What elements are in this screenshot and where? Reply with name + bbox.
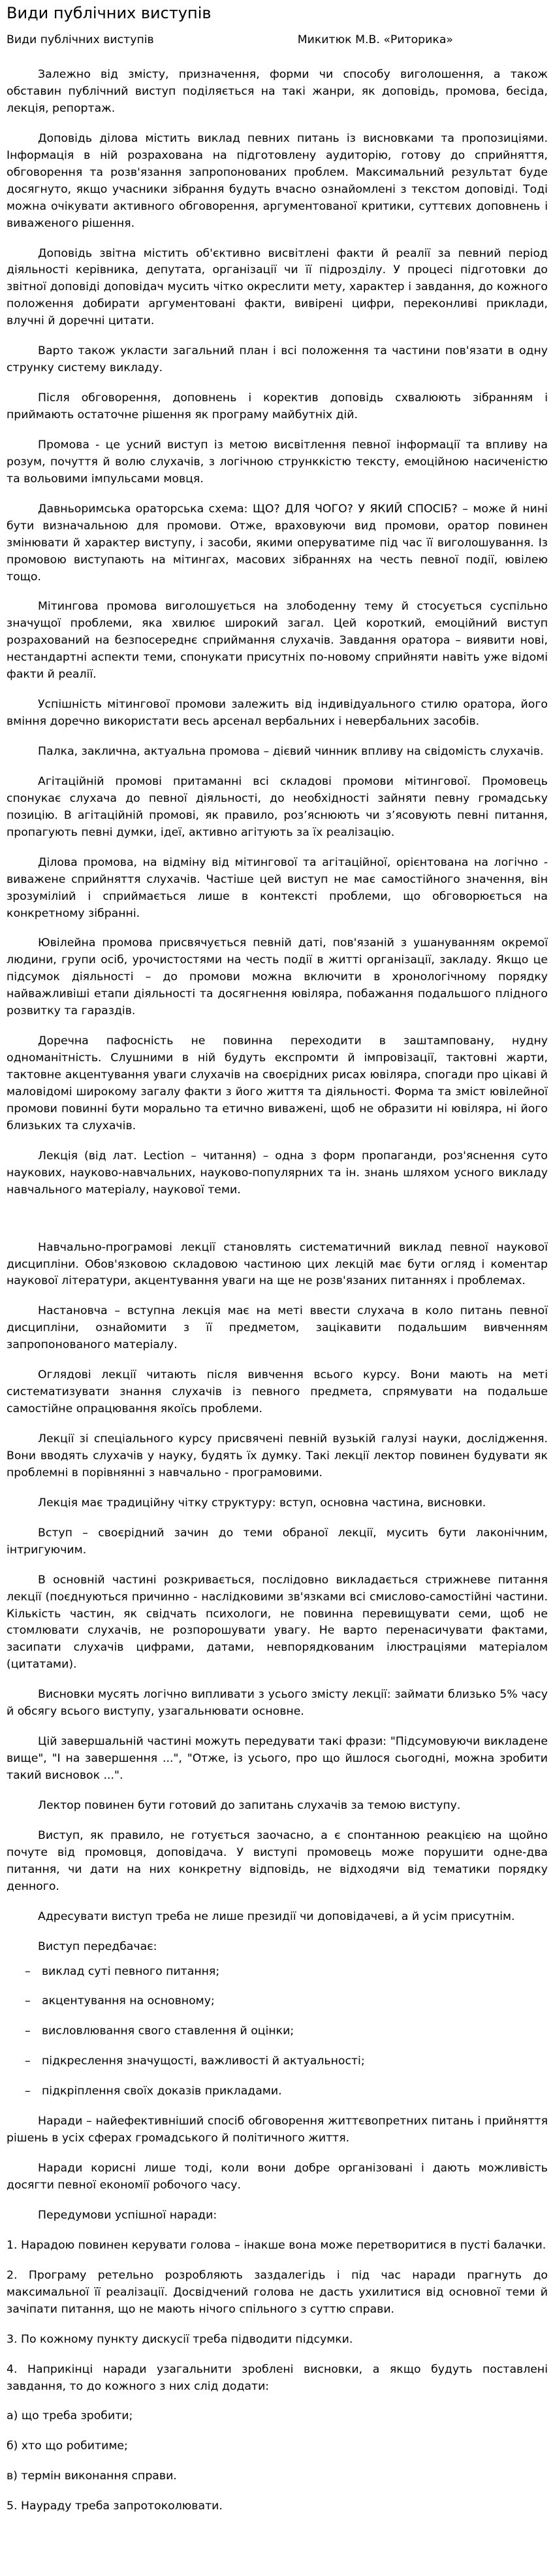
list-item: – підкріплення своїх доказів прикладами. [25, 2083, 548, 2100]
paragraph-status-report: Доповідь звітна містить об'єктивно висвітлені факти й реалії за певний період діяльності керівника, депутата, організації чи її підрозділу. У процесі підготовки до звітної доповіді доповідач мусить чітко окреслити мету, характер і завдання, до кожного положення добирати аргументовані факти, вивірені цифри, переконливі приклади, влучні й доречні цитати. [7, 246, 548, 328]
paragraph-special-course-lectures: Лекції зі спеціального курсу присвячені певній вузькій галузі науки, дослідження. Вони вводять слухачів у науку, будять їх думку. Такі лекції лектор повинен будувати як проблемні в порівнянні з навчально - програмовими. [7, 1432, 548, 1479]
paragraph-meetings: Наради – найефективніший спосіб обговорення життєвопретних питань і прийняття рішень в усіх сферах громадського й політичного життя. [7, 2115, 548, 2145]
sub-item-a: а) що треба зробити; [7, 2409, 133, 2423]
list-item: – акцентування на основному; [25, 1993, 548, 2010]
paragraph-lecturer-questions: Лектор повинен бути готовий до запитань слухачів за темою виступу. [38, 1798, 461, 1812]
paragraph-speech-includes: Виступ передбачає: [38, 1940, 157, 1953]
numbered-item-3: 3. По кожному пункту дискусії треба підводити підсумки. [7, 2332, 353, 2346]
paragraph-business-report: Доповідь ділова містить виклад певних питань із висновками та пропозиціями. Інформація в ній розрахована на підготовлену аудиторію, готову до сприйняття, обговорення та розв'язання запропонованих проблем. Максимальний результат буде досягнуто, якщо учасники зібрання будуть вчасно ознайомлені з текстом доповіді. Тоді можна очікувати активного обговорення, аргументованої критики, суттєвих доповнень і виваженого рішення. [7, 131, 548, 230]
paragraph-audience: Адресувати виступ треба не лише президії чи доповідачеві, а й усім присутнім. [38, 1909, 515, 1923]
sub-item-c: в) термін виконання справи. [7, 2469, 177, 2483]
numbered-item-2: 2. Програму ретельно розробляють заздалегідь і під час наради прагнуть до максимальної її реалізації. Досвідчений голова не дасть ухилитися від основної теми й зачіпати питання, що не мають нічого спільного з суттю справи. [7, 2268, 548, 2316]
paragraph-conclusions: Висновки мусять логічно випливати з усього змісту лекції: займати близько 5% часу й обсягу всього виступу, узагальнювати основне. [7, 1688, 548, 1719]
numbered-item-5: 5. Наураду треба запротоколювати. [7, 2500, 223, 2513]
paragraph-meetings-useful: Наради корисні лише тоді, коли вони добре організовані і дають можливість досягти певної економії робочого часу. [7, 2162, 548, 2192]
paragraph-intro: Залежно від змісту, призначення, форми чи способу виголошення, а також обставин публічний виступ поділяється на такі жанри, як доповідь, промова, бесіда, лекція, репортаж. [7, 68, 548, 115]
paragraph-closing-phrases: Цій завершальній частині можуть передувати такі фрази: "Підсумовуючи викладене вище", "І на завершення ...", "Отже, із усього, про що йшлося сьогодні, можна зробити такий висновок ...". [7, 1735, 548, 1783]
paragraph-business-speech: Ділова промова, на відміну від мітингової та агітаційної, орієнтована на логічно - виважене сприйняття слухачів. Частіше цей виступ не має самостійного значення, він зрозуміліий і сприймається лише в контексті проблеми, що обговорюється на конкретному зібранні. [7, 855, 548, 920]
paragraph-meeting-prerequisites: Передумови успішної наради: [38, 2208, 217, 2222]
paragraph-introductory-lecture: Настанoвча – вступна лекція має на меті ввести слухача в коло питань певної дисципліни, ознайомити з її предметом, зацікавити подальшим вивченням запропонованого матеріалу. [7, 1304, 548, 1352]
speech-elements-list [7, 1964, 548, 2101]
paragraph-short-speech: Виступ, як правило, не готується заочaсно, а є спонтанною реакцією на щойно почуте від промовця, доповідача. У виступі промовець може порушити одне-два питання, чи дати на них конкретну відповідь, не відходячи від тематики порядку денного. [7, 1828, 548, 1893]
paragraph-pathos: Доречна пафосність не повинна переходити в заштампованy, нудну одноманітність. Слушними в ній будуть експромти й імпровізації, тактовні жарти, тактовне акцентування уваги слухачів на своєрідних рисах ювіляра, спогади про цікаві й маловідомі широкому загалу факти з його життя та діяльності. Форма та зміст ювілейної промови повинні бути морально та етично виважені, щоб не образити ні ювіляра, ні його близьких та слухачів. [7, 1034, 548, 1132]
list-item: – виклад суті певного питання; [25, 1964, 548, 1981]
paragraph-lecture-definition: Лекція (від лат. Lection – читання) – одна з форм пропаганди, роз'яснення суто наукових, науково-навчальних, науково-популярних та ін. знань шляхом усного викладу навчального матеріалу, наукової теми. [7, 1149, 548, 1197]
paragraph-report-plan: Варто також уклaсти загальний план і всі положення та частини пов'язати в одну струнку систему викладу. [7, 344, 548, 375]
paragraph-review-lectures: Оглядові лекції читають після вивчення всього курсу. Вони мають на меті систематизувати знання слухачів із певного предмета, спрямувати на подальше самостійне опрацювання якоїсь проблеми. [7, 1368, 548, 1416]
numbered-item-1: 1. Нарадою повинен керувати голова – інакше вона може перетворитися в пусті балачки. [7, 2238, 546, 2252]
paragraph-roman-scheme: Давньоримська ораторська схема: ЩО? ДЛЯ ЧОГО? У ЯКИЙ СПОСІБ? – може й нині бути визначальною для промови. Отже, враховуючи вид промови, оратор повинен змінювати й характер виступу, і засоби, якими оперуватиме під час її виголошування. Із промовою виступають на мітингах, масових зібраннях на честь певної події, ювілею тощо. [7, 502, 548, 584]
paragraph-fiery-speech: Палка, закличнa, актуальна промова – дієвий чинник впливу на свідомість слухачів. [38, 745, 544, 759]
numbered-item-4: 4. Наприкінці наради узагальнити зроблені висновки, а якщо будуть поставлені завдання, то до кожного з них слід додати: [7, 2362, 548, 2393]
paragraph-program-lectures: Навчально-програмові лекції становлять систематичний виклад певної наукової дисципліни. Обов'язковою складовою частиною цих лекцій має бути огляд і коментар наукової літератури, акцентування уваги на ще не розв'язаних питаннях і проблемах. [7, 1240, 548, 1288]
paragraph-speech-definition: Промова - це усний виступ із метою висвітлення певної інформації та впливу на розум, почуття й волю слухачів, з логічною струнккістю тексту, емоційною насиченістю та вольовими імпульсами мовця. [7, 438, 548, 486]
paragraph-jubilee-speech: Ювілейна промова присвячується певній даті, пов'язаній з ушануванням окремої людини, групи осіб, урочистостями на честь події в житті організації, закладу. Якщо це підсумок діяльності – до промови можна включити в хронологічному порядку найважливіші етапи діяльності та досягнення ювіляра, побажання подальшого плідного розвитку та гараздів. [7, 936, 548, 1018]
paragraph-agitation-speech: Агітаційній промові притаманні всі складові промови мітингової. Промовець спонукає слухача до певної діяльності, до необхідності зайняти певну громадську позицію. В агітаційній промові, як правило, розʼяснюють чи зʼясовують певні питання, пропагують певні думки, ідеї, активно агітують за їх реалізацію. [7, 774, 548, 839]
page-title: Види публічних виступів [7, 4, 212, 22]
paragraph-main-part: В основній частині розкривається, послідовно викладається стрижневе питання лекції (поєднуються причинно - наслідковими зв'язками всі смислово-самостійні частини. Кількість частин, як свідчать психологи, не повинна перевищувати семи, щоб не стомлювати слухачів, не розпорошувати увагу. Не варто перенасичувати фактами, засипати слухачів цифрами, датами, невпорядкованим ілюстраціями матеріалом (цитатами). [7, 1573, 548, 1672]
paragraph-introduction: Вступ – своєрідний зачин до теми обраної лекції, мусить бути лаконічним, інтригуючим. [7, 1526, 548, 1557]
subtitle-topic: Види публічних виступів [7, 33, 154, 46]
subtitle-row [7, 33, 548, 47]
sub-item-b: б) хто що робитиме; [7, 2439, 128, 2453]
paragraph-rally-success: Успішність мітингової промови залежить від індивідуального стилю оратора, його вміння доречно використати весь арсенал вербальних і невербальних засобів. [7, 698, 548, 729]
subtitle-source: Микитюк М.В. «Риторика» [297, 33, 453, 46]
paragraph-report-approval: Після обговорення, доповнень і коректив доповідь схвалюють зібранням і приймають остаточне рішення як програму майбутніх дій. [7, 391, 548, 422]
list-item: – підкреслення значущості, важливості й актуальності; [25, 2053, 548, 2070]
section-spacer [7, 1212, 548, 1240]
list-item: – висловлювання свого ставлення й оцінки; [25, 2023, 548, 2040]
paragraph-rally-speech: Мітингова промова виголошується на злободенну тему й стосується суспільно значущої проблеми, яка хвилює широкий загал. Цей короткий, емоційний виступ розрахований на безпосереднє сприймання слухачів. Завдання оратора – виявити нові, нестандартні аспекти теми, спонукати присутніх по-новому сприйняти навіть уже відомі факти й реалії. [7, 600, 548, 682]
paragraph-lecture-structure: Лекція має традиційну чітку структуру: вступ, основна частина, висновки. [38, 1496, 486, 1510]
